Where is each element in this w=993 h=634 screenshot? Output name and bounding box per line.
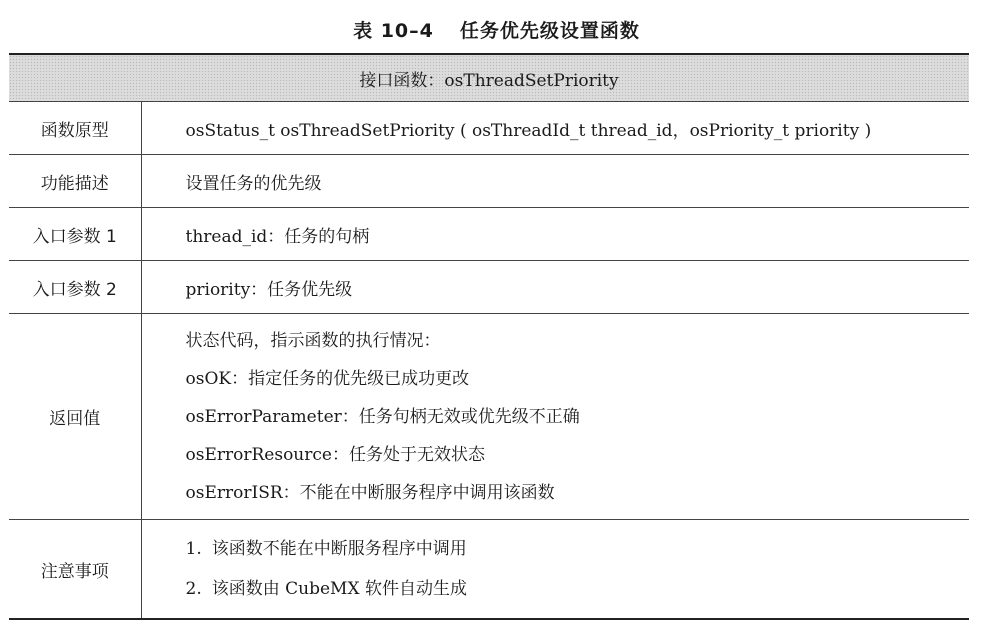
table-row bbox=[9, 314, 969, 520]
table-caption bbox=[0, 16, 993, 43]
table-header: 接口函数：osThreadSetPriority bbox=[9, 54, 969, 102]
table-row bbox=[9, 102, 969, 155]
table-header-row bbox=[9, 54, 969, 102]
table-title: 任务优先级设置函数 bbox=[459, 20, 640, 42]
note-item bbox=[186, 569, 970, 609]
return-line: osErrorParameter：任务句柄无效或优先级不正确 bbox=[185, 406, 580, 427]
return-line: osOK：指定任务的优先级已成功更改 bbox=[185, 368, 470, 389]
row-value-return bbox=[141, 314, 969, 520]
row-value-notes bbox=[141, 520, 969, 620]
row-value-param1: thread_id：任务的句柄 bbox=[141, 208, 969, 261]
row-label-description: 功能描述 bbox=[9, 155, 141, 208]
table-number: 表 10–4 bbox=[353, 20, 434, 42]
row-label-prototype: 函数原型 bbox=[9, 102, 141, 155]
note-number: 1. bbox=[185, 539, 202, 559]
row-label-return: 返回值 bbox=[9, 314, 141, 520]
row-value-param2: priority：任务优先级 bbox=[141, 261, 969, 314]
return-line: osErrorISR：不能在中断服务程序中调用该函数 bbox=[185, 482, 555, 503]
note-item bbox=[186, 529, 970, 569]
note-number: 2. bbox=[185, 579, 202, 599]
row-label-param1: 入口参数 1 bbox=[9, 208, 141, 261]
api-table bbox=[9, 53, 969, 620]
row-label-param2: 入口参数 2 bbox=[9, 261, 141, 314]
return-line: 状态代码，指示函数的执行情况： bbox=[185, 330, 441, 351]
table-row bbox=[9, 261, 969, 314]
table-row bbox=[9, 520, 969, 620]
table-row bbox=[9, 155, 969, 208]
note-text: 该函数不能在中断服务程序中调用 bbox=[211, 539, 467, 559]
row-value-description: 设置任务的优先级 bbox=[141, 155, 969, 208]
row-value-prototype: osStatus_t osThreadSetPriority ( osThreadId_t thread_id，osPriority_t priority ) bbox=[141, 102, 969, 155]
return-line: osErrorResource：任务处于无效状态 bbox=[185, 444, 485, 465]
note-text: 该函数由 CubeMX 软件自动生成 bbox=[211, 579, 467, 599]
table-row bbox=[9, 208, 969, 261]
row-label-notes: 注意事项 bbox=[9, 520, 141, 620]
